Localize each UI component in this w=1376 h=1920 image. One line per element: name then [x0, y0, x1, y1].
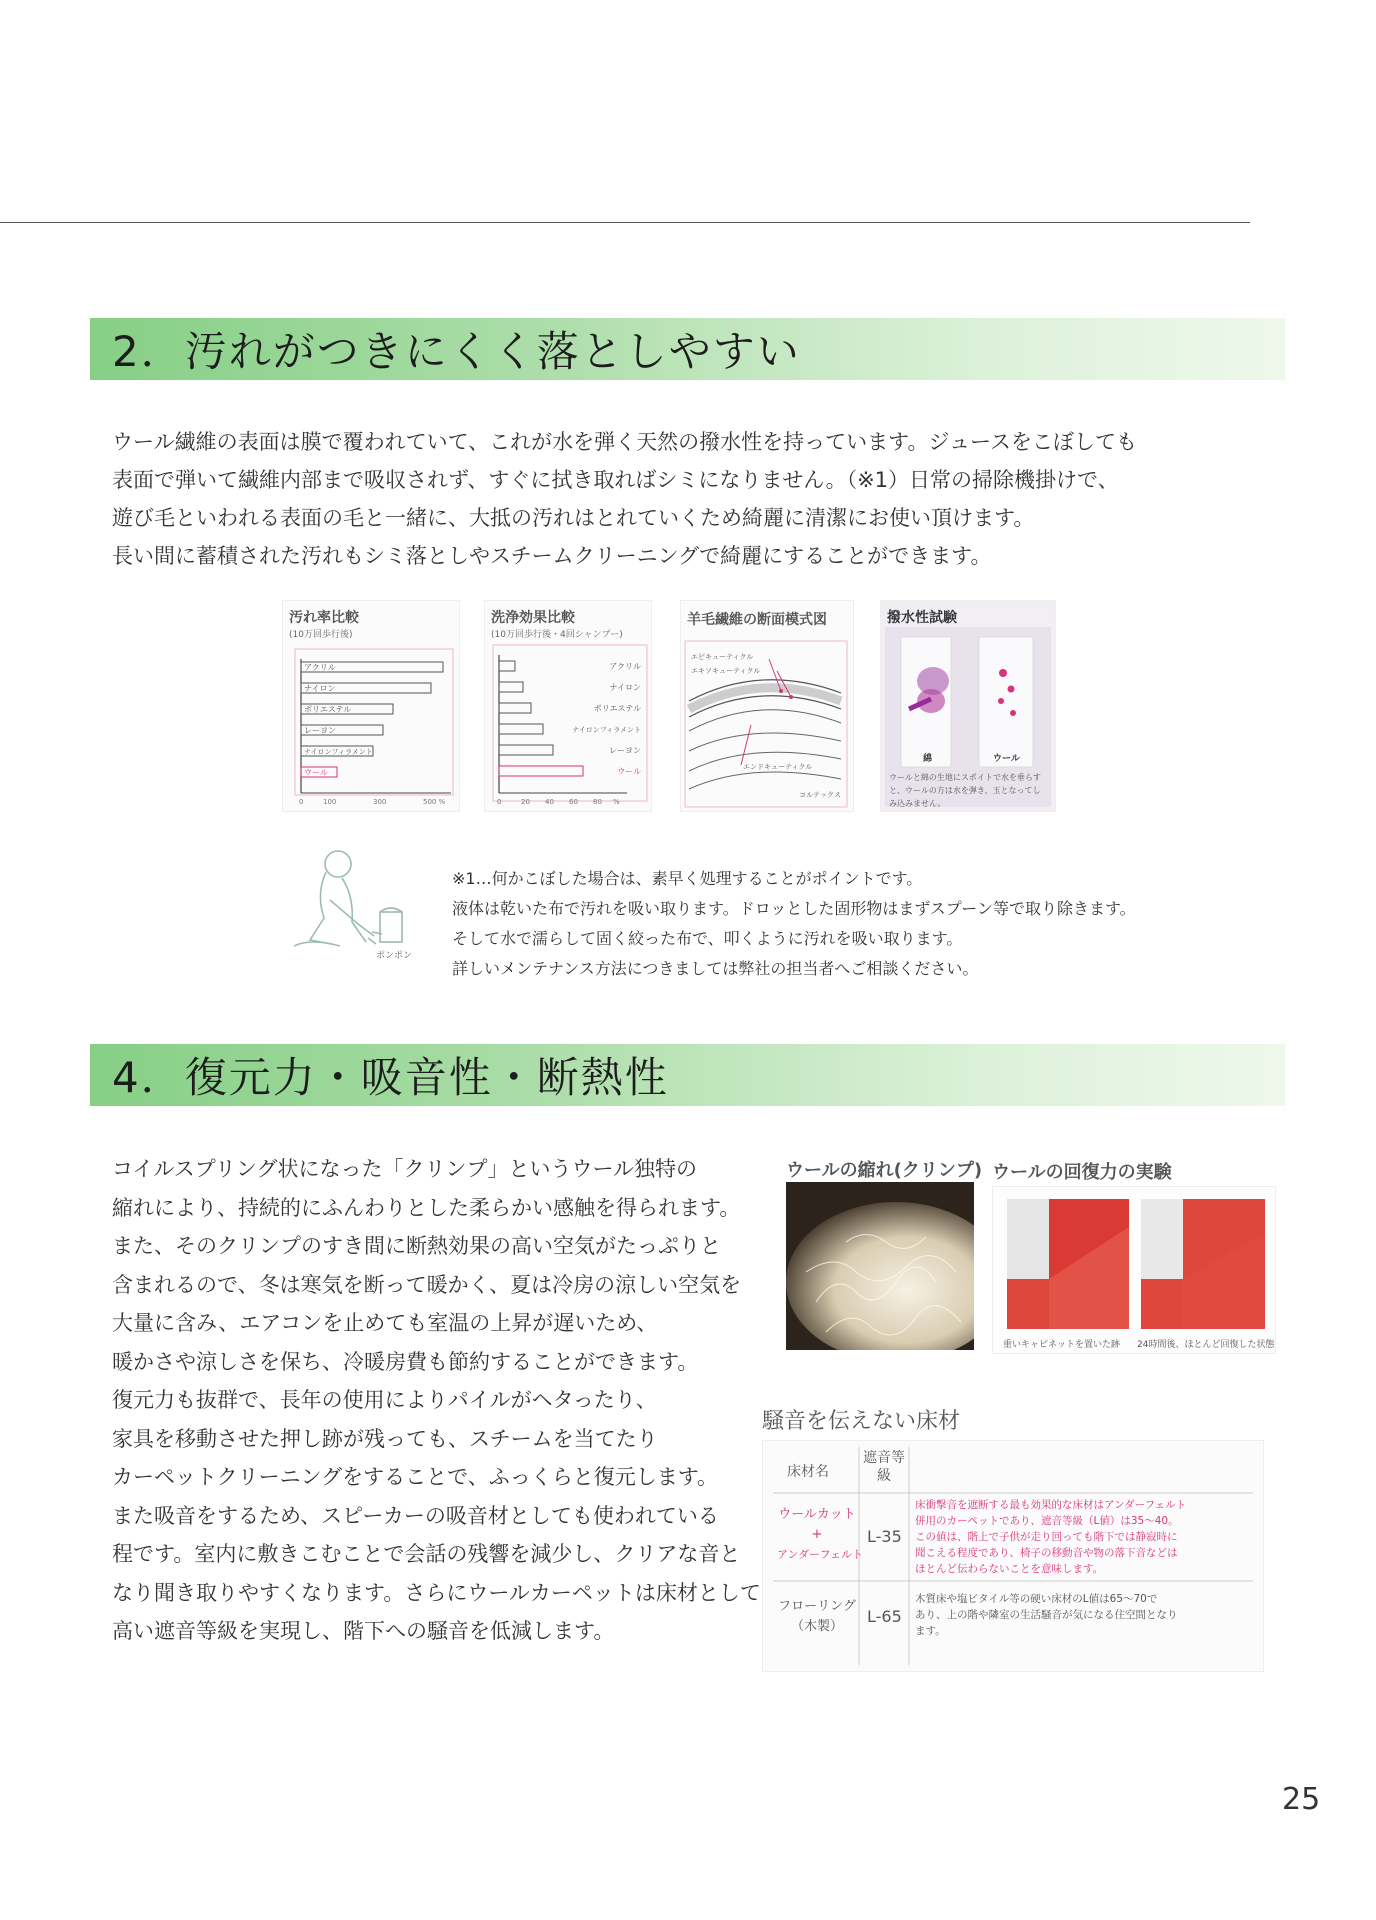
cleaning-woman-illustration [280, 842, 430, 972]
cleaning-title: 洗浄効果比較 [491, 610, 575, 626]
desc-line: 併用のカーペットであり、遮音等級（L値）は35～40。 [915, 1515, 1179, 1527]
recovery-photo-pair [993, 1187, 1275, 1353]
cleaning-chart [485, 601, 651, 811]
header-grade: 遮音等級 [863, 1450, 905, 1484]
soil-tick: 500 % [423, 798, 446, 806]
soil-label-acrylic: アクリル [304, 663, 336, 672]
paragraph-line: また、そのクリンプのすき間に断熱効果の高い空気がたっぷりと [112, 1234, 721, 1258]
paragraph-line: ウール繊維の表面は膜で覆われていて、これが水を弾く天然の撥水性を持っています。ジュースをこぼしても [112, 430, 1138, 454]
cleaning-subtitle: (10万回歩行後・4回シャンプー) [491, 630, 623, 640]
fiber-cross-section-figure [680, 600, 854, 812]
label-endocuticle: エンドキューティクル [743, 763, 813, 771]
top-divider [0, 222, 1250, 223]
soil-label-rayon: レーヨン [304, 726, 336, 735]
label-wool: ウール [993, 754, 1020, 764]
soil-rate-figure [282, 600, 460, 812]
paragraph-line: 表面で弾いて繊維内部まで吸収されず、すぐに拭き取ればシミになりません。（※1）日常の掃除機掛けで、 [112, 468, 1119, 492]
noise-table [762, 1440, 1264, 1672]
crimp-caption: ウールの縮れ(クリンプ) [786, 1160, 983, 1181]
soil-rate-subtitle: (10万回歩行後) [289, 630, 353, 640]
clean-bar-nylon [499, 682, 523, 692]
paragraph-line: 復元力も抜群で、長年の使用によりパイルがヘタったり、 [112, 1388, 657, 1412]
water-test-figure [880, 600, 1056, 812]
noise-table-title: 騒音を伝えない床材 [762, 1409, 961, 1434]
paragraph-line: コイルスプリング状になった「クリンプ」というウール独特の [112, 1157, 698, 1181]
paragraph-line: 家具を移動させた押し跡が残っても、スチームを当てたり [112, 1426, 658, 1451]
header-material: 床材名 [787, 1464, 829, 1480]
soil-label-wool: ウール [304, 768, 328, 777]
desc-line: 木質床や塩ビタイル等の硬い床材のL値は65～70で [915, 1593, 1158, 1605]
paragraph-line: 暖かさや涼しさを保ち、冷暖房費も節約することができます。 [112, 1349, 699, 1374]
desc-line: ほとんど伝わらないことを意味します。 [915, 1563, 1104, 1575]
row-flooring-name-line: フローリング [778, 1599, 856, 1614]
cross-section-diagram [681, 601, 853, 811]
label-cortex: コルテックス [799, 791, 841, 799]
paragraph-line: 長い間に蓄積された汚れもシミ落としやスチームクリーニングで綺麗にすることができます。 [112, 544, 992, 568]
clean-label-nylon: ナイロン [609, 683, 641, 692]
section-2-footnote [452, 864, 1136, 984]
note-line: 詳しいメンテナンス方法につきましては弊社の担当者へご相談ください。 [452, 959, 979, 978]
section-4-title: 4．復元力・吸音性・断熱性 [112, 1053, 669, 1102]
recovery-label-after: 24時間後、ほとんど回復した状態 [1137, 1340, 1275, 1350]
paragraph-line: カーペットクリーニングをすることで、ふっくらと復元します。 [112, 1465, 719, 1489]
clean-tick: 0 [497, 798, 502, 806]
section-2-title: 2．汚れがつきにくく落としやすい [112, 327, 801, 376]
water-test-caption: ウールと綿の生地にスポイトで水を垂らすと、ウールの方は水を弾き、玉となってしみ込みません。 [889, 773, 1041, 808]
recovery-label-before: 重いキャビネットを置いた跡 [1003, 1340, 1121, 1350]
clean-tick: 60 [569, 798, 578, 806]
soil-label-nylon-filament: ナイロンフィラメント [304, 748, 373, 756]
soil-rate-chart [283, 601, 459, 811]
row-flooring-name-line: （木製） [790, 1619, 843, 1634]
illustration-sfx: ポンポン [376, 951, 413, 961]
row-wool-description [915, 1497, 1186, 1577]
note-line: そして水で濡らして固く絞った布で、叩くように汚れを吸い取ります。 [452, 929, 963, 948]
row-wool-grade: L-35 [867, 1527, 902, 1546]
soil-label-polyester: ポリエステル [304, 705, 352, 714]
paragraph-line: 遊び毛といわれる表面の毛と一緒に、大抵の汚れはとれていくため綺麗に清潔にお使い頂けます。 [112, 506, 1035, 530]
paragraph-line: 高い遮音等級を実現し、階下への騒音を低減します。 [112, 1619, 615, 1643]
row-flooring-name [777, 1597, 857, 1637]
paragraph-line: 程です。室内に敷きこむことで会話の残響を減少し、クリアな音と [112, 1542, 741, 1566]
desc-line: 床衝撃音を遮断する最も効果的な床材はアンダーフェルト [915, 1499, 1187, 1511]
row-flooring-description [915, 1591, 1178, 1639]
desc-line: この値は、階上で子供が走り回っても階下では静寂時に [915, 1531, 1178, 1543]
clean-label-acrylic: アクリル [609, 662, 641, 671]
paragraph-line: 大量に含み、エアコンを止めても室温の上昇が遅いため、 [112, 1311, 658, 1335]
recovery-caption: ウールの回復力の実験 [992, 1162, 1172, 1183]
clean-bar-polyester [499, 703, 531, 713]
wool-crimp-photo [786, 1182, 974, 1350]
soil-tick: 100 [323, 798, 337, 806]
section-4-header [90, 1044, 1285, 1106]
clean-tick: 40 [545, 798, 554, 806]
clean-bar-wool [499, 766, 583, 776]
label-exocuticle: エキソキューティクル [691, 667, 761, 675]
clean-bar-nylon-filament [499, 724, 543, 734]
note-line: ※1…何かこぼした場合は、素早く処理することがポイントです。 [452, 869, 923, 888]
page-number: 25 [1282, 1782, 1321, 1817]
section-4-paragraph [112, 1150, 761, 1651]
desc-line: あり、上の階や隣室の生活騒音が気になる住空間となり [915, 1609, 1178, 1621]
clean-label-polyester: ポリエステル [593, 704, 641, 713]
clean-tick: 80 [593, 798, 602, 806]
soil-label-nylon: ナイロン [304, 684, 336, 693]
clean-label-rayon: レーヨン [609, 746, 641, 755]
clean-bar-rayon [499, 745, 553, 755]
clean-bar-acrylic [499, 661, 515, 671]
paragraph-line: また吸音をするため、スピーカーの吸音材としても使われている [112, 1503, 719, 1528]
note-line: 液体は乾いた布で汚れを吸い取ります。ドロッとした固形物はまずスプーン等で取り除きます。 [452, 899, 1136, 918]
desc-line: ます。 [915, 1625, 946, 1637]
water-test-title: 撥水性試験 [887, 610, 957, 626]
clean-tick: 20 [521, 798, 530, 806]
row-flooring-grade: L-65 [867, 1607, 902, 1626]
label-cotton: 綿 [923, 754, 933, 764]
clean-tick: % [613, 798, 620, 806]
paragraph-line: 縮れにより、持続的にふんわりとした柔らかい感触を得られます。 [112, 1195, 741, 1220]
section-2-paragraph [112, 423, 1137, 575]
soil-tick: 300 [373, 798, 387, 806]
clean-label-wool: ウール [617, 767, 641, 776]
row-wool-name [777, 1505, 864, 1565]
section-2-header [90, 318, 1285, 380]
row-wool-name-line: アンダーフェルト [777, 1548, 864, 1561]
cross-section-title: 羊毛繊維の断面模式図 [687, 612, 827, 628]
clean-label-nylon-filament: ナイロンフィラメント [572, 726, 641, 734]
paragraph-line: 含まれるので、冬は寒気を断って暖かく、夏は冷房の涼しい空気を [112, 1272, 742, 1297]
recovery-photos [992, 1186, 1276, 1354]
soil-rate-title: 汚れ率比較 [289, 610, 359, 626]
soil-tick: 0 [299, 798, 304, 806]
paragraph-line: なり聞き取りやすくなります。さらにウールカーペットは床材として [112, 1580, 761, 1605]
label-epicuticle: エピキューティクル [691, 653, 754, 661]
cleaning-effect-figure [484, 600, 652, 812]
desc-line: 聞こえる程度であり、椅子の移動音や物の落下音などは [915, 1547, 1178, 1559]
row-wool-name-line: ウールカット [778, 1507, 856, 1522]
row-wool-name-line: + [811, 1527, 823, 1542]
